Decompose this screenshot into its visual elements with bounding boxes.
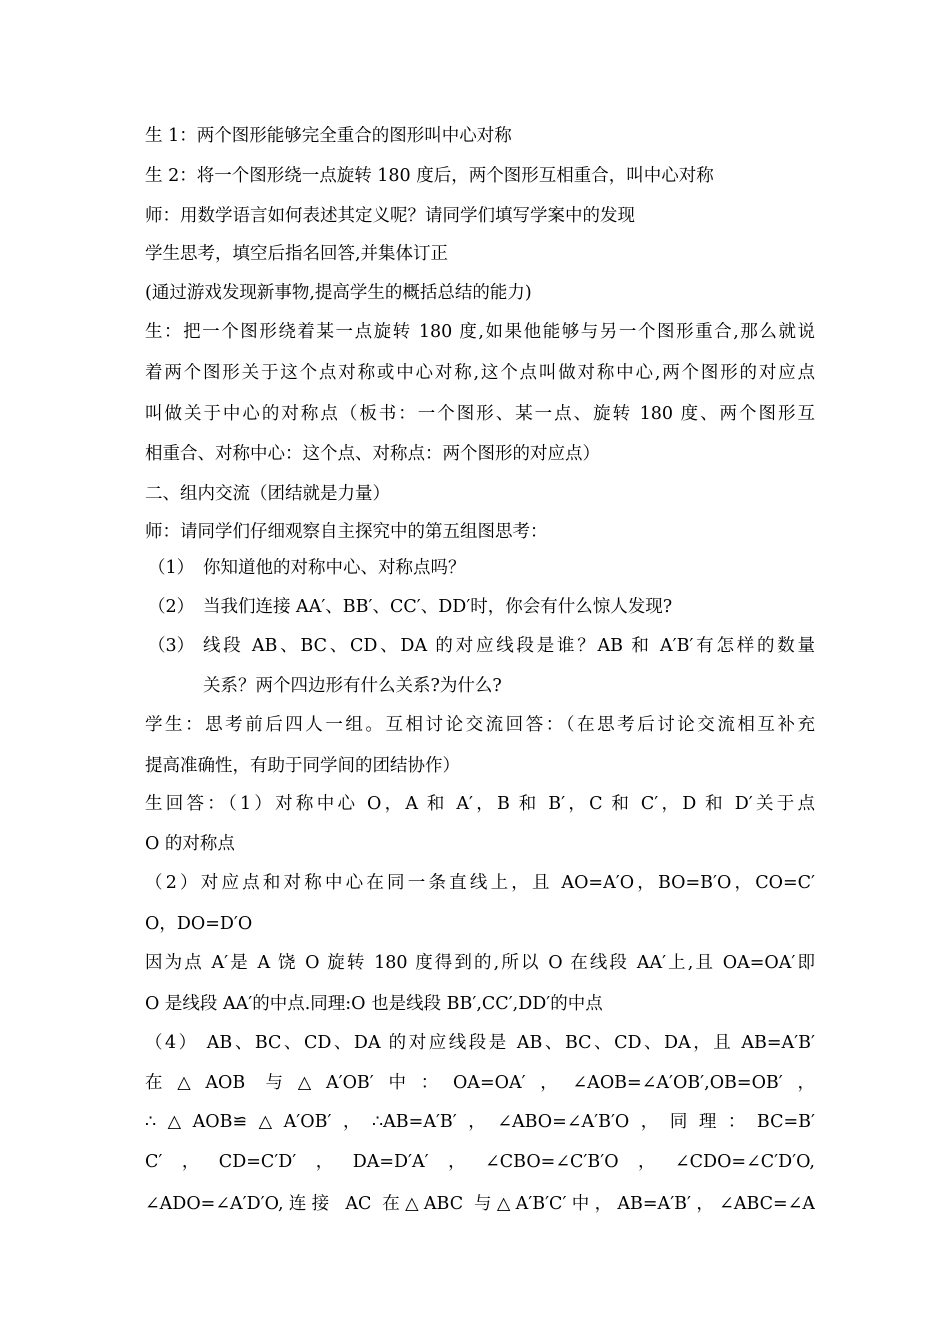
text-line: ∴△AOB≌△A′OB′，∴AB=A′B′，∠ABO=∠A′B′O，同理：BC=B′ <box>145 1112 815 1132</box>
question-text-continued: 关系？两个四边形有什么关系?为什么? <box>203 676 502 696</box>
text-line: 叫做关于中心的对称点（板书：一个图形、某一点、旋转 180 度、两个图形互 <box>145 404 815 424</box>
text-line: 着两个图形关于这个点对称或中心对称,这个点叫做对称中心,两个图形的对应点 <box>145 363 815 383</box>
text-line: O 是线段 AA′的中点.同理:O 也是线段 BB′,CC′,DD′的中点 <box>145 994 603 1014</box>
question-number: （2） <box>148 597 195 617</box>
text-line: O，DO=D′O <box>145 914 253 934</box>
text-line: 相重合、对称中心：这个点、对称点：两个图形的对应点） <box>145 444 600 464</box>
question-text: 你知道他的对称中心、对称点吗？ <box>203 558 466 578</box>
section-heading: 二、组内交流（团结就是力量） <box>145 484 390 504</box>
text-line: O 的对称点 <box>145 834 235 854</box>
text-line: 学生思考，填空后指名回答,并集体订正 <box>145 244 449 264</box>
text-line: （4） AB、BC、CD、DA 的对应线段是 AB、BC、CD、DA，且 AB=A′B′ <box>145 1033 815 1053</box>
text-line: C′，CD=C′D′，DA=D′A′，∠CBO=∠C′B′O，∠CDO=∠C′D′O, <box>145 1152 815 1172</box>
text-line: 学生：思考前后四人一组。互相讨论交流回答：（在思考后讨论交流相互补充 <box>145 715 815 735</box>
question-number: （3） <box>148 636 195 656</box>
text-line: 生回答：（1）对称中心 O，A 和 A′，B 和 B′，C 和 C′，D 和 D′关于点 <box>145 794 815 814</box>
text-line: （2）对应点和对称中心在同一条直线上，且 AO=A′O，BO=B′O，CO=C′ <box>145 873 815 893</box>
question-number: （1） <box>148 558 195 578</box>
text-line: 生 1：两个图形能够完全重合的图形叫中心对称 <box>145 126 512 146</box>
text-line: 生：把一个图形绕着某一点旋转 180 度,如果他能够与另一个图形重合,那么就说 <box>145 322 815 342</box>
text-line: ∠ADO=∠A′D′O,连接 AC 在△ABC 与△A′B′C′中，AB=A′B′，∠ABC=∠A <box>145 1194 815 1214</box>
text-line: 因为点 A′是 A 饶 O 旋转 180 度得到的,所以 O 在线段 AA′上,且 OA=OA′即 <box>145 953 815 973</box>
text-line: 在△AOB 与△A′OB′中：OA=OA′，∠AOB=∠A′OB′,OB=OB′， <box>145 1073 815 1093</box>
text-line: 师：用数学语言如何表述其定义呢？请同学们填写学案中的发现 <box>145 206 635 226</box>
text-line: 生 2：将一个图形绕一点旋转 180 度后，两个图形互相重合，叫中心对称 <box>145 166 714 186</box>
text-line: (通过游戏发现新事物,提高学生的概括总结的能力) <box>145 283 532 303</box>
question-text: 线段 AB、BC、CD、DA 的对应线段是谁？AB 和 A′B′有怎样的数量 <box>203 636 815 656</box>
question-text: 当我们连接 AA′、BB′、CC′、DD′时，你会有什么惊人发现? <box>203 597 673 617</box>
text-line: 提高准确性，有助于同学间的团结协作） <box>145 756 460 776</box>
text-line: 师：请同学们仔细观察自主探究中的第五组图思考： <box>145 522 548 542</box>
